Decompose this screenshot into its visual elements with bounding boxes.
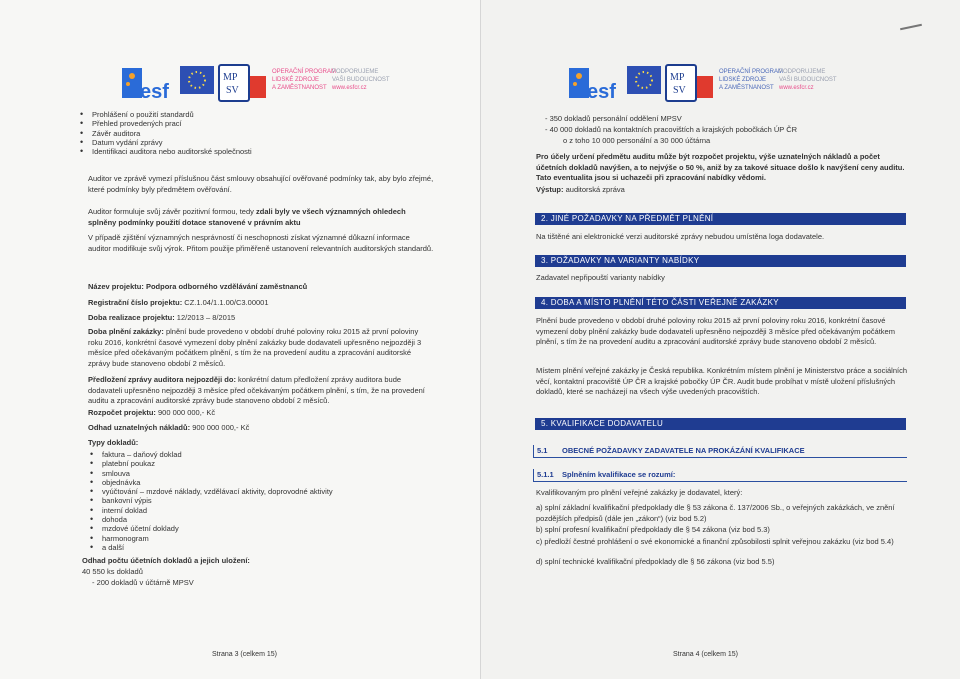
- subtitle-line: PODPORUJEME: [779, 69, 826, 75]
- list-item: • interní doklad: [80, 506, 440, 515]
- report-deadline: [88, 375, 434, 407]
- paragraph: V případě zjištění významných nesprávností či neschopnosti získat významné důkazní informace auditor modifikuje svůj výrok. Přitom použije přiměřeně ustanovení relevantních auditorských standardů.: [88, 233, 434, 253]
- subtitle-line: VAŠI BUDOUCNOST: [332, 77, 390, 83]
- paragraph: Kvalifikovaným pro plnění veřejné zakázky je dodavatel, který:: [536, 488, 743, 497]
- subsection-5-1: [533, 445, 907, 458]
- paragraph-bold: zdali byly ve všech významných ohledech splněny podmínky použití dotace stanovené v právním aktu: [88, 207, 406, 227]
- subsection-5-1-1: [533, 469, 907, 482]
- page-number-right: Strana 4 (celkem 15): [673, 651, 738, 658]
- qualification-item: b) splní profesní kvalifikační předpoklady dle § 54 zákona (viz bod 5.3): [536, 525, 770, 534]
- paragraph-conclusion: [88, 207, 434, 228]
- list-item: • vyúčtování – mzdové náklady, vzdělávací aktivity, doprovodné aktivity: [80, 487, 440, 496]
- dash-subitem: o z toho 10 000 personální a 30 000 účtárna: [563, 136, 711, 145]
- program-text: [719, 68, 783, 92]
- field-label: Předložení zprávy auditora nejpozději do:: [88, 375, 236, 384]
- paragraph: Místem plnění veřejné zakázky je Česká republika. Konkrétním místem plnění je Ministerstvo práce a sociálních věcí, kontaktní pracoviště ÚP ČR a krajské pobočky ÚP ČR. Audit bude probíhat v místě uložení příslušných dokladů, které se nacházejí na všech výše uvedených pracovištích.: [536, 366, 907, 396]
- field-label: Rozpočet projektu:: [88, 408, 156, 417]
- field-value: plnění bude provedeno v období druhé poloviny roku 2015 až první poloviny roku 2016, konkrétní časové vymezení doby plnění zakázky bude dodavateli upřesněno nejpozději 3 měsíce před očekávaným počátkem plnění, s tím že na provedení auditu a zpracování auditorské zprávy bude stanoveno období 2 měsíců.: [88, 327, 422, 368]
- svg-text:MP: MP: [670, 72, 685, 83]
- page-right: [481, 0, 960, 679]
- list-item: • Přehled provedených prací: [70, 119, 440, 128]
- program-line: LIDSKÉ ZDROJE: [272, 77, 320, 83]
- program-line: A ZAMĚSTNANOST: [719, 85, 774, 91]
- paragraph: Auditor ve zprávě vymezí příslušnou část smlouvy obsahující ověřované podmínky tak, aby bylo zřejmé, které podmínky byly předmětem ověřování.: [88, 174, 434, 194]
- project-name: [88, 282, 434, 293]
- subtitle-text: [332, 68, 390, 92]
- bullet-list-top: [70, 110, 440, 156]
- list-item: • Datum vydání zprávy: [70, 138, 440, 147]
- document-types-list: [80, 450, 440, 552]
- subtitle-line: PODPORUJEME: [332, 69, 379, 75]
- list-item: • faktura – daňový doklad: [80, 450, 440, 459]
- contract-duration: [88, 327, 434, 369]
- list-item: • Prohlášení o použití standardů: [70, 110, 440, 119]
- bold-paragraph: Pro účely určení předmětu auditu může být rozpočet projektu, výše uznatelných nákladů a počet účetních dokladů navýšen, a to nejvýše o 50 %, aniž by za takové situace došlo k navýšení ceny auditu. Tato eventualita jsou si uchazeči při zpracování nabídky vědomi.: [536, 152, 905, 182]
- field-label: Výstup:: [536, 185, 564, 194]
- field-label: Registrační číslo projektu:: [88, 298, 183, 307]
- output-line: [536, 185, 911, 196]
- svg-text:esf: esf: [140, 81, 169, 102]
- house-logo-icon: [697, 76, 713, 98]
- subtitle-text: [779, 68, 837, 92]
- dash-item: - 350 dokladů personální oddělení MPSV: [545, 114, 682, 123]
- section-heading-3: 3. POŽADAVKY NA VARIANTY NABÍDKY: [535, 255, 906, 267]
- paragraph: Na tištěné ani elektronické verzi auditorské zprávy nebudou umístěna loga dodavatele.: [536, 232, 825, 241]
- paragraph-text: Auditor formuluje svůj závěr pozitivní formou, tedy: [88, 207, 256, 216]
- svg-text:SV: SV: [673, 85, 686, 96]
- field-value: 900 000 000,- Kč: [158, 408, 216, 417]
- mpsv-logo-icon: [665, 64, 697, 102]
- mpsv-logo-icon: [218, 64, 250, 102]
- subsection-title: OBECNÉ POŽADAVKY ZADAVATELE NA PROKÁZÁNÍ KVALIFIKACE: [562, 446, 805, 455]
- section-heading-4: 4. DOBA A MÍSTO PLNĚNÍ TÉTO ČÁSTI VEŘEJNÉ ZAKÁZKY: [535, 297, 906, 309]
- list-item: • harmonogram: [80, 534, 440, 543]
- document-types-label: Typy dokladů:: [88, 438, 139, 447]
- field-value: 900 000 000,- Kč: [192, 423, 250, 432]
- list-item: • Závěr auditora: [70, 129, 440, 138]
- eu-flag-icon: [627, 66, 661, 94]
- list-item: • smlouva: [80, 469, 440, 478]
- field-label: Doba plnění zakázky:: [88, 327, 164, 336]
- header-logos-right: [569, 62, 869, 106]
- subsection-number: 5.1: [537, 446, 548, 455]
- program-line: OPERAČNÍ PROGRAM: [719, 69, 784, 75]
- document-count-value: 40 550 ks dokladů: [82, 567, 143, 576]
- section-heading-5: 5. KVALIFIKACE DODAVATELU: [535, 418, 906, 430]
- registration-number: [88, 298, 434, 309]
- project-duration: [88, 313, 434, 324]
- header-logos-left: [122, 62, 422, 106]
- qualification-item: d) splní technické kvalifikační předpoklady dle § 56 zákona (viz bod 5.5): [536, 557, 775, 566]
- field-value: konkrétní datum předložení zprávy auditora bude dodavateli upřesněno nejpozději 3 měsíce před očekávaným počátkem plnění, s tím, že na provedení auditu a zpracování auditorské zprávy bude stanoveno období 2 měsíců.: [88, 375, 425, 405]
- program-text: [272, 68, 336, 92]
- list-item: • Identifikaci auditora nebo auditorské společnosti: [70, 147, 440, 156]
- program-line: A ZAMĚSTNANOST: [272, 85, 327, 91]
- dash-item: - 40 000 dokladů na kontaktních pracovištích a krajských pobočkách ÚP ČR: [545, 125, 798, 134]
- esf-logo-icon: [569, 64, 625, 102]
- field-value: Podpora odborného vzdělávání zaměstnanců: [145, 282, 308, 291]
- paragraph: Plnění bude provedeno v období druhé poloviny roku 2015 až první poloviny roku 2016, konkrétní časové vymezení doby plnění zakázky bude dodavateli upřesněno nejpozději 3 měsíce před očekávaným počátkem plnění, s tím že na provedení auditu a zpracování auditorské zprávy bude stanoveno období 2 měsíců.: [536, 316, 895, 346]
- paragraph: Zadavatel nepřipouští varianty nabídky: [536, 273, 665, 282]
- subsection-number: 5.1.1: [537, 470, 554, 479]
- document-count-dash: - 200 dokladů v účtárně MPSV: [92, 578, 194, 587]
- field-value: auditorská zpráva: [565, 185, 625, 194]
- eu-flag-icon: [180, 66, 214, 94]
- list-item: • objednávka: [80, 478, 440, 487]
- page-number-left: Strana 3 (celkem 15): [212, 651, 277, 658]
- qualification-item: a) splní základní kvalifikační předpoklady dle § 53 zákona č. 137/2006 Sb., o veřejných zakázkách, ve znění pozdějších předpisů (dále jen „zákon“) (viz bod 5.2): [536, 503, 895, 523]
- field-value: CZ.1.04/1.1.00/C3.00001: [184, 298, 269, 307]
- svg-text:SV: SV: [226, 85, 239, 96]
- document-count-label: Odhad počtu účetních dokladů a jejich uložení:: [82, 556, 250, 565]
- subsection-title: Splněním kvalifikace se rozumí:: [562, 470, 676, 479]
- field-value: 12/2013 – 8/2015: [176, 313, 236, 322]
- esf-logo-icon: [122, 64, 178, 102]
- field-label: Název projektu:: [88, 282, 144, 291]
- list-item: • bankovní výpis: [80, 496, 440, 505]
- scan-mark: [900, 24, 922, 31]
- svg-text:MP: MP: [223, 72, 238, 83]
- field-label: Doba realizace projektu:: [88, 313, 175, 322]
- list-item: • a další: [80, 543, 440, 552]
- house-logo-icon: [250, 76, 266, 98]
- project-budget: [88, 408, 434, 419]
- list-item: • dohoda: [80, 515, 440, 524]
- subtitle-line: VAŠI BUDOUCNOST: [779, 77, 837, 83]
- list-item: • platební poukaz: [80, 459, 440, 468]
- list-item: • mzdové účetní doklady: [80, 524, 440, 533]
- subtitle-line: www.esfcr.cz: [332, 85, 367, 91]
- estimated-costs: [88, 423, 434, 434]
- subtitle-line: www.esfcr.cz: [779, 85, 814, 91]
- field-label: Odhad uznatelných nákladů:: [88, 423, 191, 432]
- program-line: OPERAČNÍ PROGRAM: [272, 69, 337, 75]
- svg-text:esf: esf: [587, 81, 616, 102]
- qualification-item: c) předloží čestné prohlášení o své ekonomické a finanční způsobilosti splnit veřejnou zakázku (viz bod 5.4): [536, 537, 894, 546]
- program-line: LIDSKÉ ZDROJE: [719, 77, 767, 83]
- section-heading-2: 2. JINÉ POŽADAVKY NA PŘEDMĚT PLNĚNÍ: [535, 213, 906, 225]
